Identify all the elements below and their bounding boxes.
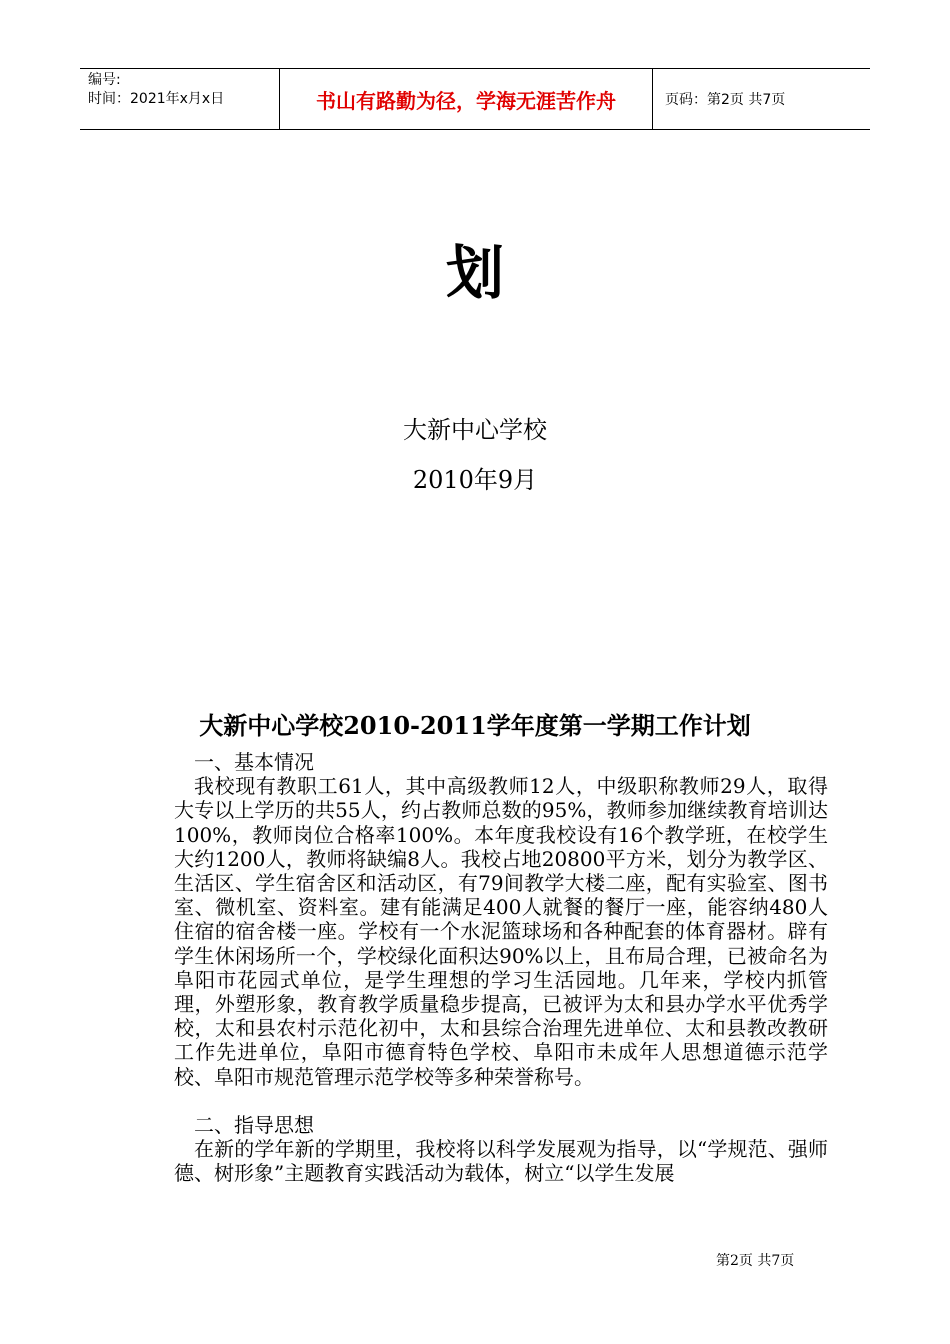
section-paragraph: 我校现有教职工61人，其中高级教师12人，中级职称教师29人，取得大专以上学历的共55人，约占教师总数的95%，教师参加继续教育培训达100%，教师岗位合格率100%。本年度我校设有16个教学班，在校学生大约1200人，教师将缺编8人。我校占地20800平方米，划分为教学区、生活区、学生宿舍区和活动区，有79间教学大楼二座，配有实验室、图书室、微机室、资料室。建有能满足400人就餐的餐厅一座，能容纳480人住宿的宿舍楼一座。学校有一个水泥篮球场和各种配套的体育器材。辟有学生休闲场所一个，学校绿化面积达90%以上，且布局合理，已被命名为阜阳市花园式单位，是学生理想的学习生活园地。几年来，学校内抓管理，外塑形象，教育教学质量稳步提高，已被评为太和县办学水平优秀学校，太和县农村示范化初中，太和县综合治理先进单位、太和县教改教研工作先进单位，阜阳市德育特色学校、阜阳市未成年人思想道德示范学校、阜阳市规范管理示范学校等多种荣誉称号。: [174, 774, 828, 1089]
page-footer: 第2页 共7页: [716, 1253, 795, 1269]
cover-big-char: 划: [445, 239, 504, 307]
document-body: [174, 750, 828, 1185]
number-label: 编号:: [88, 72, 121, 88]
section-paragraph: 在新的学年新的学期里，我校将以科学发展观为指导，以“学规范、强师德、树形象”主题教育实践活动为载体，树立“以学生发展: [174, 1137, 828, 1186]
cover-date: 2010年9月: [412, 466, 538, 494]
cover-school: 大新中心学校: [403, 416, 547, 444]
document-title: 大新中心学校2010-2011学年度第一学期工作计划: [199, 711, 751, 740]
paragraph-gap: [174, 1089, 828, 1113]
page-label: 页码：第2页 共7页: [665, 92, 786, 108]
section-heading: 二、指导思想: [194, 1112, 314, 1137]
motto: 书山有路勤为径，学海无涯苦作舟: [280, 69, 653, 129]
header-meta: [80, 69, 280, 129]
section-heading: 一、基本情况: [194, 750, 314, 774]
time-label: 时间：2021年x月x日: [88, 91, 225, 107]
header-table: [80, 68, 870, 130]
